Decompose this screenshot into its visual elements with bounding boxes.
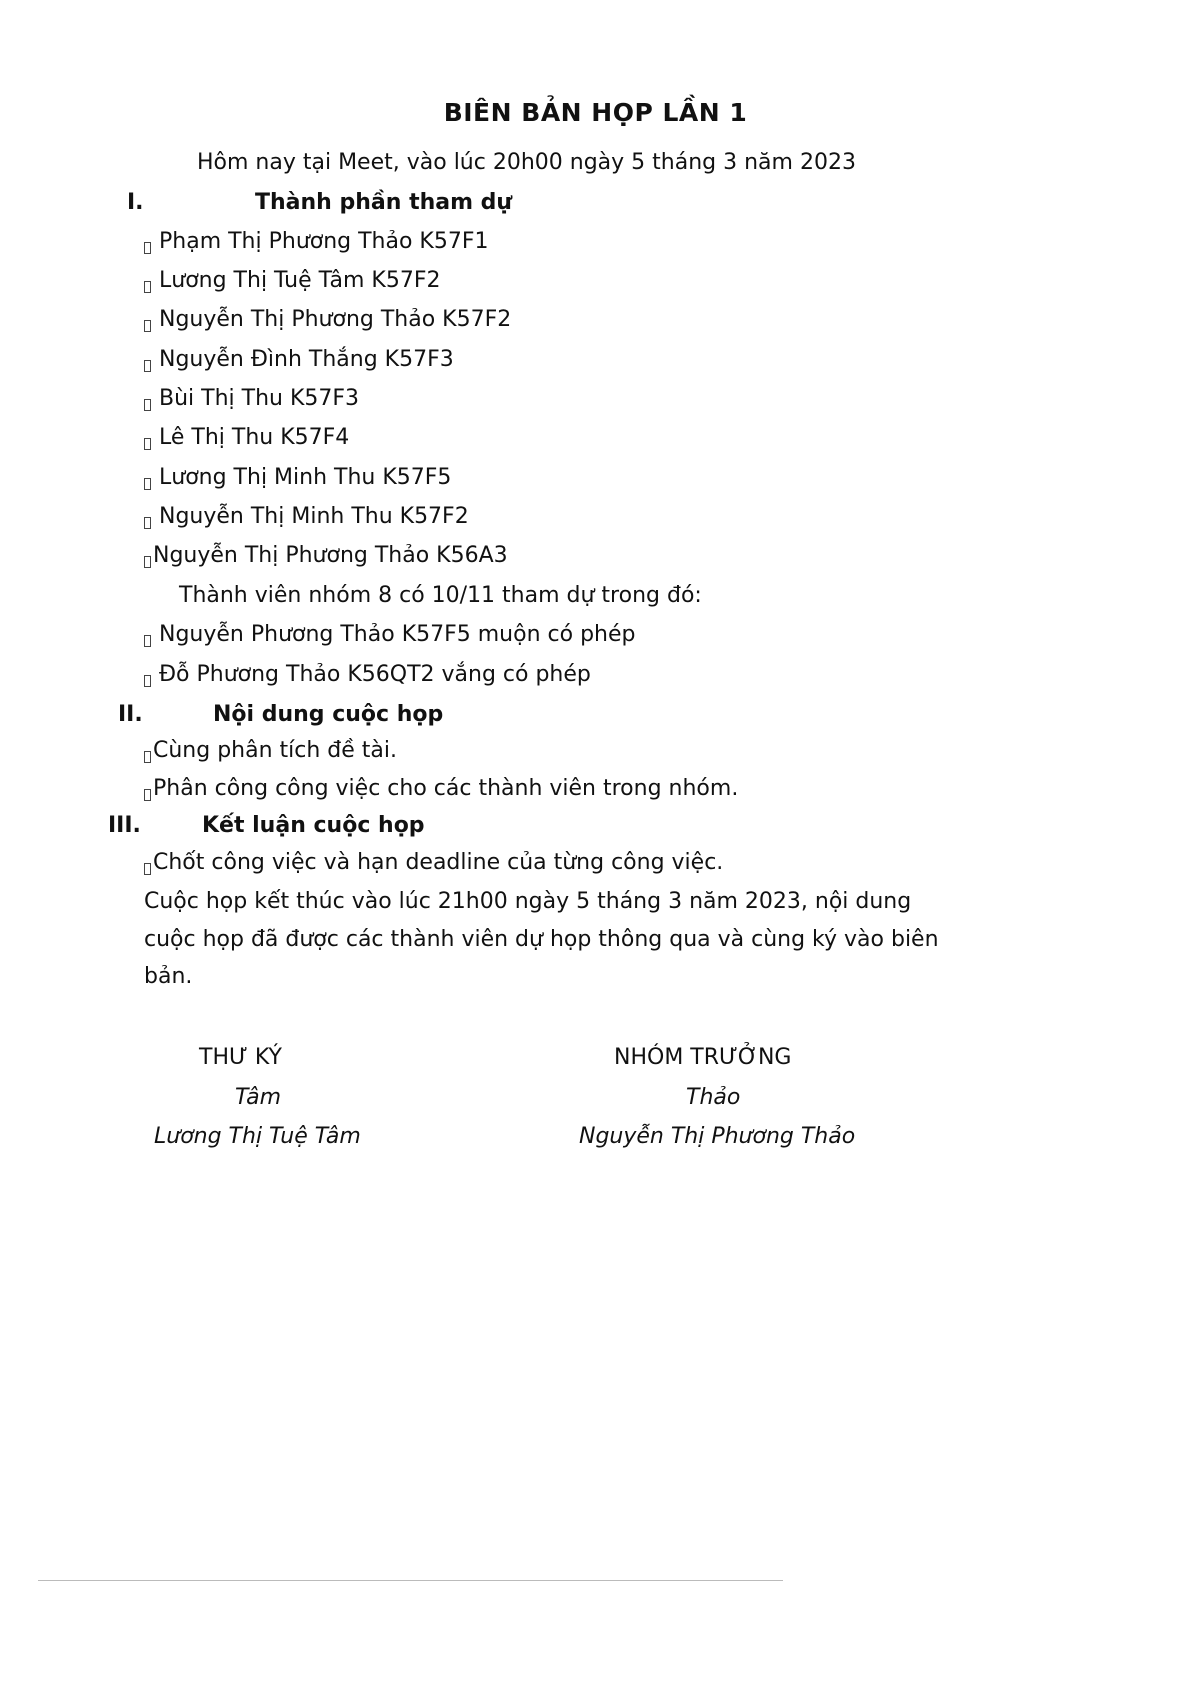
bullet-icon (144, 751, 151, 763)
bullet-icon (144, 242, 151, 254)
bullet-icon (144, 517, 151, 529)
footer-divider (38, 1580, 783, 1581)
attendee-item: Nguyễn Thị Phương Thảo K56A3 (144, 543, 508, 568)
section-2-number: II. (118, 702, 143, 727)
section-1-title: Thành phần tham dự (255, 190, 513, 215)
leader-signature: Thảo (686, 1085, 741, 1110)
attendance-summary: Thành viên nhóm 8 có 10/11 tham dự trong đó: (179, 583, 702, 608)
secretary-signature: Tâm (235, 1085, 282, 1110)
bullet-icon (144, 863, 151, 875)
bullet-icon (144, 399, 151, 411)
leader-name: Nguyễn Thị Phương Thảo (579, 1124, 856, 1149)
attendee-item: Nguyễn Thị Phương Thảo K57F2 (144, 307, 511, 332)
attendee-item: Phạm Thị Phương Thảo K57F1 (144, 229, 489, 254)
attendee-item: Nguyễn Đình Thắng K57F3 (144, 347, 454, 372)
agenda-item: Cùng phân tích đề tài. (144, 738, 397, 763)
section-3-title: Kết luận cuộc họp (202, 813, 425, 838)
bullet-icon (144, 478, 151, 490)
attendee-item: Bùi Thị Thu K57F3 (144, 386, 359, 411)
agenda-item: Phân công công việc cho các thành viên trong nhóm. (144, 776, 738, 801)
conclusion-item: Chốt công việc và hạn deadline của từng công việc. (144, 850, 723, 875)
leader-role: NHÓM TRƯỞNG (614, 1045, 792, 1070)
absence-item: Nguyễn Phương Thảo K57F5 muộn có phép (144, 622, 635, 647)
meeting-intro: Hôm nay tại Meet, vào lúc 20h00 ngày 5 tháng 3 năm 2023 (197, 150, 856, 175)
section-2-title: Nội dung cuộc họp (213, 702, 444, 727)
bullet-icon (144, 556, 151, 568)
bullet-icon (144, 360, 151, 372)
bullet-icon (144, 789, 151, 801)
document-title: BIÊN BẢN HỌP LẦN 1 (443, 98, 748, 127)
section-3-number: III. (108, 813, 141, 838)
secretary-name: Lương Thị Tuệ Tâm (154, 1124, 361, 1149)
attendee-item: Lương Thị Minh Thu K57F5 (144, 465, 451, 490)
closing-line: bản. (144, 964, 193, 989)
closing-line: cuộc họp đã được các thành viên dự họp thông qua và cùng ký vào biên (144, 927, 939, 952)
attendee-item: Lương Thị Tuệ Tâm K57F2 (144, 268, 440, 293)
closing-line: Cuộc họp kết thúc vào lúc 21h00 ngày 5 tháng 3 năm 2023, nội dung (144, 889, 912, 914)
bullet-icon (144, 281, 151, 293)
secretary-role: THƯ KÝ (199, 1045, 282, 1070)
bullet-icon (144, 320, 151, 332)
attendee-item: Lê Thị Thu K57F4 (144, 425, 349, 450)
section-1-number: I. (127, 190, 144, 215)
absence-item: Đỗ Phương Thảo K56QT2 vắng có phép (144, 662, 591, 687)
bullet-icon (144, 438, 151, 450)
bullet-icon (144, 675, 151, 687)
attendee-item: Nguyễn Thị Minh Thu K57F2 (144, 504, 469, 529)
bullet-icon (144, 635, 151, 647)
